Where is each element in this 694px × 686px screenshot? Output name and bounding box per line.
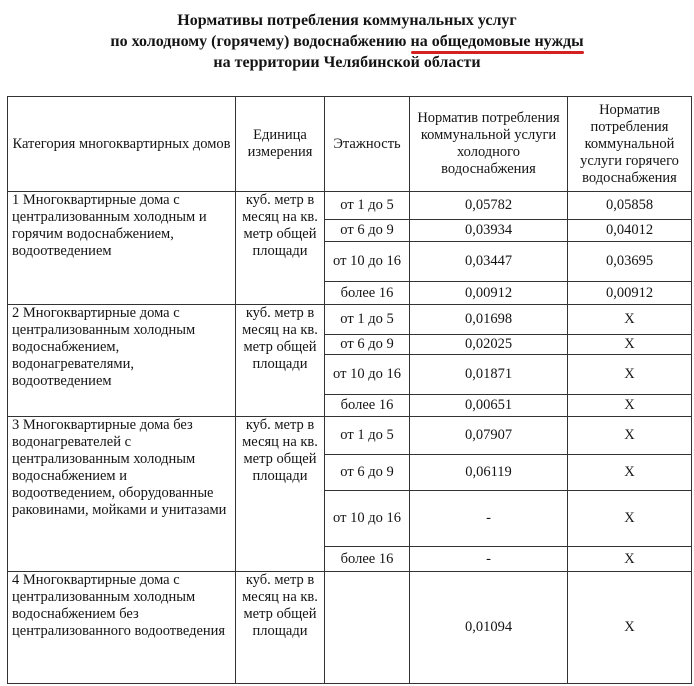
cold-value-cell: 0,03934 [410,220,568,242]
floors-cell: от 1 до 5 [325,305,410,335]
category-2-text: 2 Многоквартирные дома с централизованным холодным водоснабжением, водонагревателями, водоотведением [8,305,236,417]
cold-value-cell: - [410,547,568,572]
cold-value-cell: 0,05782 [410,192,568,220]
floors-cell: от 10 до 16 [325,242,410,282]
hot-value-cell: X [568,547,692,572]
floors-cell [325,572,410,684]
hot-value-cell: 0,00912 [568,282,692,305]
title-highlight: на общедомовые нужды [410,33,584,50]
table-row [8,305,692,335]
cold-value-cell: 0,06119 [410,455,568,491]
floors-cell: от 6 до 9 [325,455,410,491]
floors-cell: от 1 до 5 [325,192,410,220]
title-line-2-text: по холодному (горячему) водоснабжению [110,33,407,50]
category-4-text: 4 Многоквартирные дома с централизованным холодным водоснабжением без централизованного водоотведения [8,572,236,684]
table-row [8,417,692,455]
title-line-1: Нормативы потребления коммунальных услуг [177,12,517,29]
floors-cell: от 10 до 16 [325,355,410,395]
cold-value-cell: 0,00651 [410,395,568,417]
hot-value-cell: X [568,455,692,491]
floors-cell: более 16 [325,282,410,305]
category-1-text: 1 Многоквартирные дома с централизованным холодным и горячим водоснабжением, водоотведением [8,192,236,305]
header-row [8,97,692,192]
hot-value-cell: X [568,395,692,417]
floors-cell: от 6 до 9 [325,335,410,355]
hot-value-cell: X [568,335,692,355]
table-row [8,192,692,220]
header-floors: Этажность [325,97,410,192]
category-3-text: 3 Многоквартирные дома без водонагревателей с централизованным холодным водоснабжением и водоотведением, оборудованные раковинами, мойками и унитазами [8,417,236,572]
cold-value-cell: 0,03447 [410,242,568,282]
cold-value-cell: 0,00912 [410,282,568,305]
floors-cell: более 16 [325,395,410,417]
hot-value-cell: X [568,417,692,455]
floors-cell: от 10 до 16 [325,491,410,547]
floors-cell: более 16 [325,547,410,572]
header-cold-water: Норматив потребления коммунальной услуги холодного водоснабжения [410,97,568,192]
hot-value-cell: X [568,305,692,335]
title-line-2 [0,31,694,52]
category-4-unit: куб. метр в месяц на кв. метр общей площади [236,572,325,684]
category-2-unit: куб. метр в месяц на кв. метр общей площади [236,305,325,417]
floors-cell: от 1 до 5 [325,417,410,455]
cold-value-cell: 0,01698 [410,305,568,335]
header-hot-water: Норматив потребления коммунальной услуги горячего водоснабжения [568,97,692,192]
table-row [8,572,692,684]
cold-value-cell: 0,01094 [410,572,568,684]
hot-value-cell: 0,03695 [568,242,692,282]
hot-value-cell: X [568,572,692,684]
floors-cell: от 6 до 9 [325,220,410,242]
cold-value-cell: 0,01871 [410,355,568,395]
header-unit: Единица измерения [236,97,325,192]
cold-value-cell: 0,02025 [410,335,568,355]
norms-table [7,96,692,684]
cold-value-cell: - [410,491,568,547]
hot-value-cell: 0,05858 [568,192,692,220]
header-category: Категория многоквартирных домов [8,97,236,192]
hot-value-cell: X [568,355,692,395]
title-line-3: на территории Челябинской области [213,54,481,71]
category-3-unit: куб. метр в месяц на кв. метр общей площади [236,417,325,572]
document-title [0,10,694,73]
category-1-unit: куб. метр в месяц на кв. метр общей площади [236,192,325,305]
cold-value-cell: 0,07907 [410,417,568,455]
hot-value-cell: 0,04012 [568,220,692,242]
hot-value-cell: X [568,491,692,547]
